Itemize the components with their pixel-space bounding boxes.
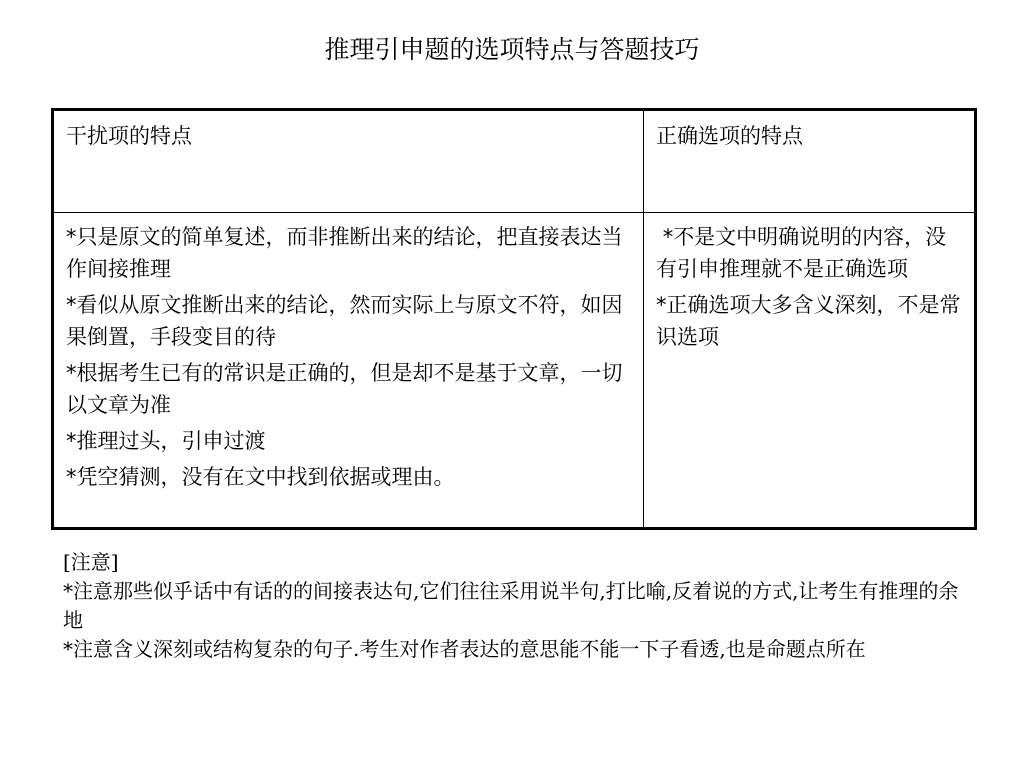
notes-section — [63, 548, 973, 664]
list-item: *只是原文的简单复述，而非推断出来的结论，把直接表达当作间接推理 — [66, 225, 623, 281]
list-item: *正确选项大多含义深刻，不是常识选项 — [656, 293, 961, 349]
header-correct-features: 正确选项的特点 — [644, 110, 976, 213]
correct-features-cell — [644, 213, 976, 529]
list-item: *推理过头，引申过渡 — [66, 429, 266, 453]
list-item: *看似从原文推断出来的结论，然而实际上与原文不符，如因果倒置，手段变目的待 — [66, 293, 623, 349]
slide-title: 推理引申题的选项特点与答题技巧 — [324, 35, 700, 64]
list-item: *不是文中明确说明的内容，没有引申推理就不是正确选项 — [656, 225, 947, 281]
note-item: *注意那些似乎话中有话的的间接表达句,它们往往采用说半句,打比喻,反着说的方式,让考生有推理的余地 — [63, 579, 959, 632]
note-item: *注意含义深刻或结构复杂的句子.考生对作者表达的意思能不能一下子看透,也是命题点所在 — [63, 637, 866, 661]
comparison-table — [51, 108, 977, 530]
list-item: *凭空猜测，没有在文中找到依据或理由。 — [66, 465, 455, 489]
notes-heading: [注意] — [63, 550, 119, 574]
header-distractor-features: 干扰项的特点 — [53, 110, 644, 213]
table-header-row — [53, 110, 976, 213]
table-row — [53, 213, 976, 529]
list-item: *根据考生已有的常识是正确的，但是却不是基于文章，一切以文章为准 — [66, 361, 623, 417]
distractor-features-cell — [53, 213, 644, 529]
